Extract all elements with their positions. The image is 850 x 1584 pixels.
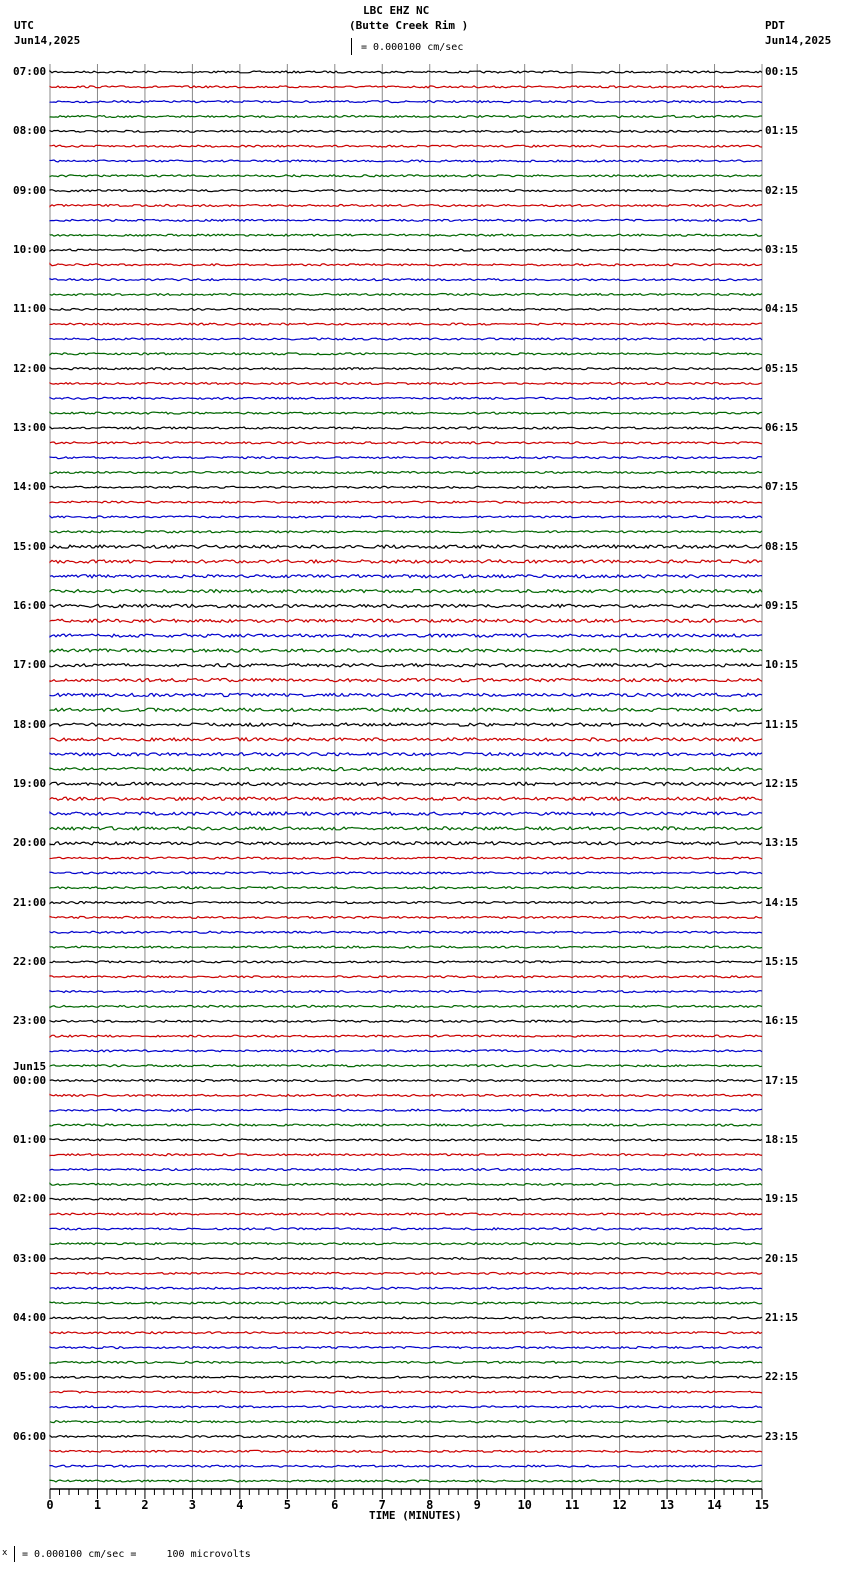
pdt-hour-label: 11:15: [765, 717, 799, 731]
x-tick-label: 3: [188, 1498, 197, 1512]
utc-hour-label: 09:00: [13, 183, 47, 197]
x-tick-label: 7: [378, 1498, 386, 1512]
trace-line: [50, 264, 762, 266]
trace-line: [50, 1080, 762, 1082]
trace-line: [50, 545, 762, 548]
trace-line: [50, 205, 762, 207]
trace-line: [50, 1183, 762, 1185]
trace-line: [50, 1243, 762, 1245]
utc-hour-label: 07:00: [13, 65, 47, 78]
trace-line: [50, 1465, 762, 1467]
trace-line: [50, 1154, 762, 1156]
pdt-hour-label: 03:15: [765, 242, 799, 256]
trace-line: [50, 116, 762, 118]
utc-hour-label: 01:00: [13, 1132, 47, 1146]
x-tick-label: 11: [564, 1498, 580, 1512]
utc-hour-label: 03:00: [13, 1251, 47, 1265]
trace-line: [50, 101, 762, 103]
trace-line: [50, 1421, 762, 1423]
trace-line: [50, 782, 762, 785]
trace-line: [50, 976, 762, 978]
trace-line: [50, 249, 762, 251]
trace-line: [50, 531, 762, 533]
trace-line: [50, 338, 762, 340]
trace-line: [50, 323, 762, 325]
trace-line: [50, 71, 762, 73]
trace-line: [50, 130, 762, 132]
trace-line: [50, 768, 762, 771]
trace-line: [50, 887, 762, 889]
trace-line: [50, 1109, 762, 1111]
trace-line: [50, 946, 762, 948]
pdt-hour-label: 10:15: [765, 658, 799, 672]
x-tick-label: 15: [754, 1498, 770, 1512]
trace-line: [50, 1065, 762, 1067]
utc-hour-label: 14:00: [13, 480, 47, 494]
trace-line: [50, 472, 762, 474]
pdt-hour-label: 23:15: [765, 1429, 799, 1443]
trace-line: [50, 827, 762, 830]
trace-line: [50, 486, 762, 488]
x-tick-label: 12: [612, 1498, 627, 1512]
pdt-hour-label: 16:15: [765, 1014, 799, 1028]
x-axis-label: TIME (MINUTES): [369, 1509, 462, 1522]
pdt-hour-label: 05:15: [765, 361, 799, 375]
trace-line: [50, 679, 762, 682]
trace-line: [50, 1094, 762, 1096]
pdt-hour-label: 21:15: [765, 1310, 799, 1324]
utc-hour-label: 18:00: [13, 717, 47, 731]
trace-line: [50, 842, 762, 845]
trace-line: [50, 1169, 762, 1171]
trace-line: [50, 1258, 762, 1260]
x-tick-label: 1: [93, 1498, 102, 1512]
pdt-hour-label: 12:15: [765, 776, 799, 790]
trace-line: [50, 1436, 762, 1438]
x-tick-label: 8: [426, 1498, 434, 1512]
trace-line: [50, 457, 762, 459]
utc-hour-label: 10:00: [13, 242, 47, 256]
trace-line: [50, 294, 762, 296]
trace-line: [50, 397, 762, 399]
pdt-hour-label: 15:15: [765, 954, 799, 968]
left-timezone: UTC: [14, 19, 34, 32]
trace-line: [50, 723, 762, 726]
utc-hour-label: 19:00: [13, 776, 47, 790]
footer-scale-bar-icon: [14, 1546, 15, 1562]
right-date: Jun14,2025: [765, 34, 832, 47]
site-name: (Butte Creek Rim ): [349, 19, 469, 32]
trace-line: [50, 368, 762, 370]
pdt-hour-label: 08:15: [765, 539, 799, 553]
trace-line: [50, 86, 762, 88]
trace-line: [50, 442, 762, 444]
trace-line: [50, 279, 762, 281]
pdt-hour-label: 00:15: [765, 65, 799, 78]
utc-hour-label: 12:00: [13, 361, 47, 375]
trace-line: [50, 1228, 762, 1230]
trace-line: [50, 1317, 762, 1319]
trace-line: [50, 1050, 762, 1052]
trace-line: [50, 175, 762, 177]
pdt-hour-label: 06:15: [765, 420, 799, 434]
x-tick-label: 5: [283, 1498, 291, 1512]
trace-line: [50, 619, 762, 622]
trace-line: [50, 234, 762, 236]
utc-hour-label: 06:00: [13, 1429, 47, 1443]
pdt-hour-label: 17:15: [765, 1073, 799, 1087]
trace-line: [50, 1005, 762, 1007]
station-title: LBC EHZ NC: [363, 4, 430, 17]
trace-line: [50, 857, 762, 859]
left-date: Jun14,2025: [14, 34, 81, 47]
trace-line: [50, 1347, 762, 1349]
trace-line: [50, 872, 762, 874]
utc-hour-label: 23:00: [13, 1014, 47, 1028]
trace-line: [50, 353, 762, 355]
date-change-label: Jun15: [13, 1059, 47, 1073]
utc-hour-label: 00:00: [13, 1073, 47, 1087]
trace-line: [50, 219, 762, 221]
footer-mark: x: [2, 1548, 8, 1558]
trace-line: [50, 190, 762, 192]
trace-line: [50, 931, 762, 933]
trace-line: [50, 634, 762, 637]
trace-line: [50, 501, 762, 503]
trace-line: [50, 902, 762, 904]
trace-line: [50, 160, 762, 162]
pdt-hour-label: 22:15: [765, 1370, 799, 1384]
utc-hour-label: 13:00: [13, 420, 47, 434]
utc-hour-label: 22:00: [13, 954, 47, 968]
trace-line: [50, 664, 762, 667]
trace-line: [50, 575, 762, 578]
trace-line: [50, 516, 762, 518]
trace-line: [50, 1213, 762, 1215]
x-tick-label: 14: [707, 1498, 722, 1512]
trace-line: [50, 991, 762, 993]
pdt-hour-label: 14:15: [765, 895, 799, 909]
utc-hour-label: 16:00: [13, 598, 47, 612]
utc-hour-label: 17:00: [13, 658, 47, 672]
pdt-hour-label: 09:15: [765, 598, 799, 612]
pdt-hour-label: 20:15: [765, 1251, 799, 1265]
pdt-hour-label: 02:15: [765, 183, 799, 197]
trace-line: [50, 1361, 762, 1363]
trace-line: [50, 1450, 762, 1452]
trace-line: [50, 693, 762, 696]
trace-line: [50, 1035, 762, 1037]
pdt-hour-label: 01:15: [765, 124, 799, 138]
utc-hour-label: 02:00: [13, 1192, 47, 1206]
pdt-hour-label: 07:15: [765, 480, 799, 494]
trace-line: [50, 1020, 762, 1022]
utc-hour-label: 21:00: [13, 895, 47, 909]
trace-line: [50, 1302, 762, 1304]
pdt-hour-label: 18:15: [765, 1132, 799, 1146]
trace-line: [50, 145, 762, 147]
trace-line: [50, 1406, 762, 1408]
x-tick-label: 10: [517, 1498, 532, 1512]
trace-line: [50, 1272, 762, 1274]
trace-line: [50, 1139, 762, 1141]
trace-line: [50, 961, 762, 963]
scale-text: = 0.000100 cm/sec: [361, 42, 464, 53]
x-tick-label: 2: [141, 1498, 149, 1512]
pdt-hour-label: 04:15: [765, 302, 799, 316]
trace-line: [50, 812, 762, 815]
utc-hour-label: 05:00: [13, 1370, 47, 1384]
trace-line: [50, 1376, 762, 1378]
utc-hour-label: 04:00: [13, 1310, 47, 1324]
pdt-hour-label: 13:15: [765, 836, 799, 850]
trace-line: [50, 560, 762, 563]
x-tick-label: 13: [659, 1498, 675, 1512]
utc-hour-label: 20:00: [13, 836, 47, 850]
trace-line: [50, 427, 762, 429]
trace-line: [50, 649, 762, 652]
trace-line: [50, 708, 762, 711]
trace-line: [50, 1391, 762, 1393]
utc-hour-label: 11:00: [13, 302, 47, 316]
trace-line: [50, 1332, 762, 1334]
trace-line: [50, 797, 762, 800]
trace-line: [50, 308, 762, 310]
x-tick-label: 9: [473, 1498, 481, 1512]
trace-line: [50, 1287, 762, 1289]
x-tick-label: 4: [236, 1498, 244, 1512]
trace-line: [50, 738, 762, 741]
trace-line: [50, 604, 762, 607]
x-tick-label: 6: [331, 1498, 339, 1512]
utc-hour-label: 08:00: [13, 124, 47, 138]
right-timezone: PDT: [765, 19, 785, 32]
trace-line: [50, 383, 762, 385]
footer-scale-text: = 0.000100 cm/sec = 100 microvolts: [22, 1549, 251, 1560]
utc-hour-label: 15:00: [13, 539, 47, 553]
trace-line: [50, 916, 762, 918]
trace-line: [50, 1124, 762, 1126]
trace-line: [50, 412, 762, 414]
trace-line: [50, 753, 762, 756]
trace-line: [50, 1198, 762, 1200]
trace-line: [50, 1480, 762, 1482]
trace-line: [50, 590, 762, 593]
x-tick-label: 0: [46, 1498, 54, 1512]
pdt-hour-label: 19:15: [765, 1192, 799, 1206]
